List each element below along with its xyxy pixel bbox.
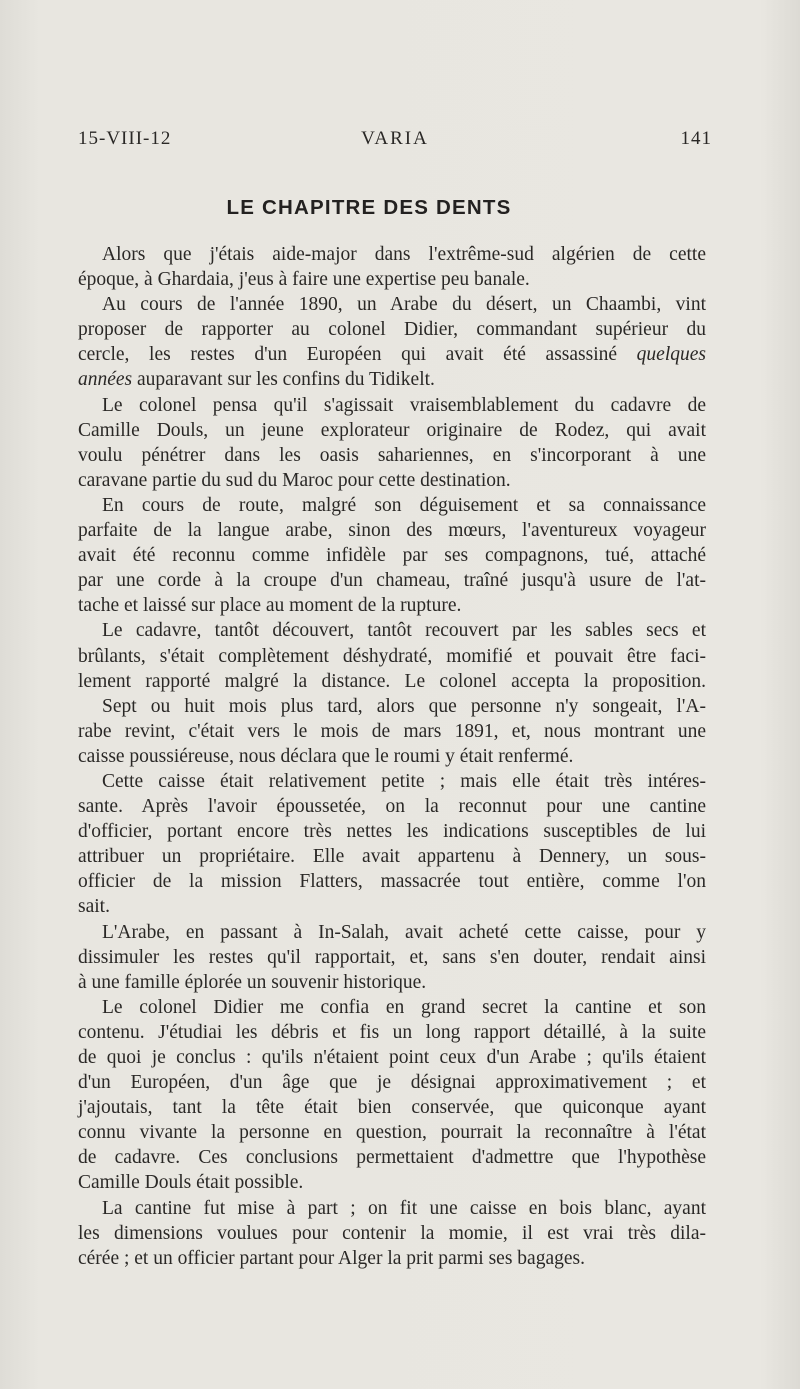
text-line	[78, 1246, 706, 1271]
line-text: brûlants, s'était complètement déshydraté, momifié et pouvait être faci-	[78, 645, 706, 667]
line-text: avait été reconnu comme infidèle par ses compagnons, tué, attaché	[78, 545, 706, 567]
text-line	[78, 242, 706, 267]
text-line	[78, 869, 706, 894]
issue-number: 15-VIII-12	[78, 128, 172, 149]
text-line	[78, 894, 706, 919]
text-line	[78, 543, 706, 568]
line-text: Sept ou huit mois plus tard, alors que personne n'y songeait, l'A-	[102, 695, 706, 717]
line-text: j'ajoutais, tant la tête était bien conservée, que quiconque ayant	[78, 1097, 706, 1119]
text-line	[78, 1196, 706, 1221]
line-text: d'officier, portant encore très nettes les indications susceptibles de lui	[78, 821, 706, 843]
text-line	[78, 367, 706, 392]
line-text: dissimuler les restes qu'il rapportait, et, sans s'en douter, rendait ainsi	[78, 946, 706, 968]
line-text: Cette caisse était relativement petite ; mais elle était très intéres-	[102, 770, 706, 792]
text-line	[78, 1070, 706, 1095]
text-line	[78, 920, 706, 945]
text-line	[78, 593, 706, 618]
line-text: auparavant sur les confins du Tidikelt.	[132, 369, 435, 391]
text-line	[78, 719, 706, 744]
line-text: parfaite de la langue arabe, sinon des mœurs, l'aventureux voyageur	[78, 520, 706, 542]
section-title: VARIA	[361, 128, 429, 149]
line-text: caisse poussiéreuse, nous déclara que le roumi y était renfermé.	[78, 745, 574, 767]
text-line	[78, 769, 706, 794]
line-text: cérée ; et un officier partant pour Alger la prit parmi ses bagages.	[78, 1247, 585, 1269]
text-line	[78, 418, 706, 443]
line-text: époque, à Ghardaia, j'eus à faire une expertise peu banale.	[78, 269, 530, 291]
line-text: contenu. J'étudiai les débris et fis un long rapport détaillé, à la suite	[78, 1021, 706, 1043]
text-line	[78, 493, 706, 518]
text-line	[78, 1120, 706, 1145]
chapter-title: LE CHAPITRE DES DENTS	[226, 196, 512, 219]
line-text: Alors que j'étais aide-major dans l'extrême-sud algérien de cette	[102, 244, 706, 265]
line-text: Le cadavre, tantôt découvert, tantôt recouvert par les sables secs et	[102, 620, 706, 642]
running-head	[78, 128, 712, 154]
text-line	[78, 819, 706, 844]
line-text: proposer de rapporter au colonel Didier, commandant supérieur du	[78, 319, 706, 341]
text-line	[78, 1095, 706, 1120]
line-text: lement rapporté malgré la distance. Le colonel accepta la proposition.	[78, 670, 706, 692]
text-line	[78, 518, 706, 543]
line-text: sante. Après l'avoir époussetée, on la reconnut pour une cantine	[78, 796, 706, 818]
line-text: En cours de route, malgré son déguisement et sa connaissance	[102, 494, 706, 516]
text-line	[78, 669, 706, 694]
text-line	[78, 267, 706, 292]
text-line	[78, 618, 706, 643]
line-text: L'Arabe, en passant à In-Salah, avait acheté cette caisse, pour y	[102, 921, 706, 943]
line-text: Camille Douls, un jeune explorateur originaire de Rodez, qui avait	[78, 419, 706, 441]
line-text: voulu pénétrer dans les oasis sahariennes, en s'incorporant à une	[78, 444, 706, 466]
body-text	[78, 242, 706, 1271]
line-text: sait.	[78, 896, 110, 918]
line-text: Le colonel Didier me confia en grand secret la cantine et son	[102, 996, 706, 1018]
text-line	[78, 443, 706, 468]
text-line	[78, 1045, 706, 1070]
text-line	[78, 342, 706, 367]
line-text: tache et laissé sur place au moment de la rupture.	[78, 595, 462, 617]
text-line	[78, 317, 706, 342]
page-number: 141	[680, 128, 712, 149]
text-line	[78, 1170, 706, 1195]
text-line	[78, 945, 706, 970]
line-text: attribuer un propriétaire. Elle avait appartenu à Dennery, un sous-	[78, 846, 706, 868]
text-line	[78, 970, 706, 995]
text-line	[78, 844, 706, 869]
text-line	[78, 393, 706, 418]
line-text: de cadavre. Ces conclusions permettaient d'admettre que l'hypothèse	[78, 1147, 706, 1169]
line-text: de quoi je conclus : qu'ils n'étaient point ceux d'un Arabe ; qu'ils étaient	[78, 1047, 706, 1068]
line-text: officier de la mission Flatters, massacrée tout entière, comme l'on	[78, 871, 706, 893]
line-text: Le colonel pensa qu'il s'agissait vraisemblablement du cadavre de	[102, 394, 706, 416]
line-text: caravane partie du sud du Maroc pour cette destination.	[78, 469, 511, 491]
text-line	[78, 1145, 706, 1170]
line-text: connu vivante la personne en question, pourrait la reconnaître à l'état	[78, 1122, 706, 1144]
line-text: d'un Européen, d'un âge que je désignai approximativement ; et	[78, 1072, 706, 1094]
text-line	[78, 568, 706, 593]
text-line	[78, 794, 706, 819]
text-line	[78, 292, 706, 317]
italic-text: quelques	[636, 344, 706, 366]
text-line	[78, 644, 706, 669]
text-line	[78, 744, 706, 769]
text-line	[78, 995, 706, 1020]
line-text: La cantine fut mise à part ; on fit une caisse en bois blanc, ayant	[102, 1197, 706, 1219]
line-text: Au cours de l'année 1890, un Arabe du désert, un Chaambi, vint	[102, 294, 706, 316]
line-text: Camille Douls était possible.	[78, 1172, 304, 1194]
text-line	[78, 1020, 706, 1045]
text-line	[78, 1221, 706, 1246]
line-text: les dimensions voulues pour contenir la momie, il est vrai très dila-	[78, 1222, 706, 1244]
line-text: cercle, les restes d'un Européen qui avait été assassiné	[78, 344, 637, 366]
line-text: rabe revint, c'était vers le mois de mars 1891, et, nous montrant une	[78, 720, 706, 742]
line-text: à une famille éplorée un souvenir historique.	[78, 971, 427, 993]
text-line	[78, 468, 706, 493]
italic-text: années	[78, 369, 133, 391]
text-line	[78, 694, 706, 719]
line-text: par une corde à la croupe d'un chameau, traîné jusqu'à usure de l'at-	[78, 570, 706, 592]
